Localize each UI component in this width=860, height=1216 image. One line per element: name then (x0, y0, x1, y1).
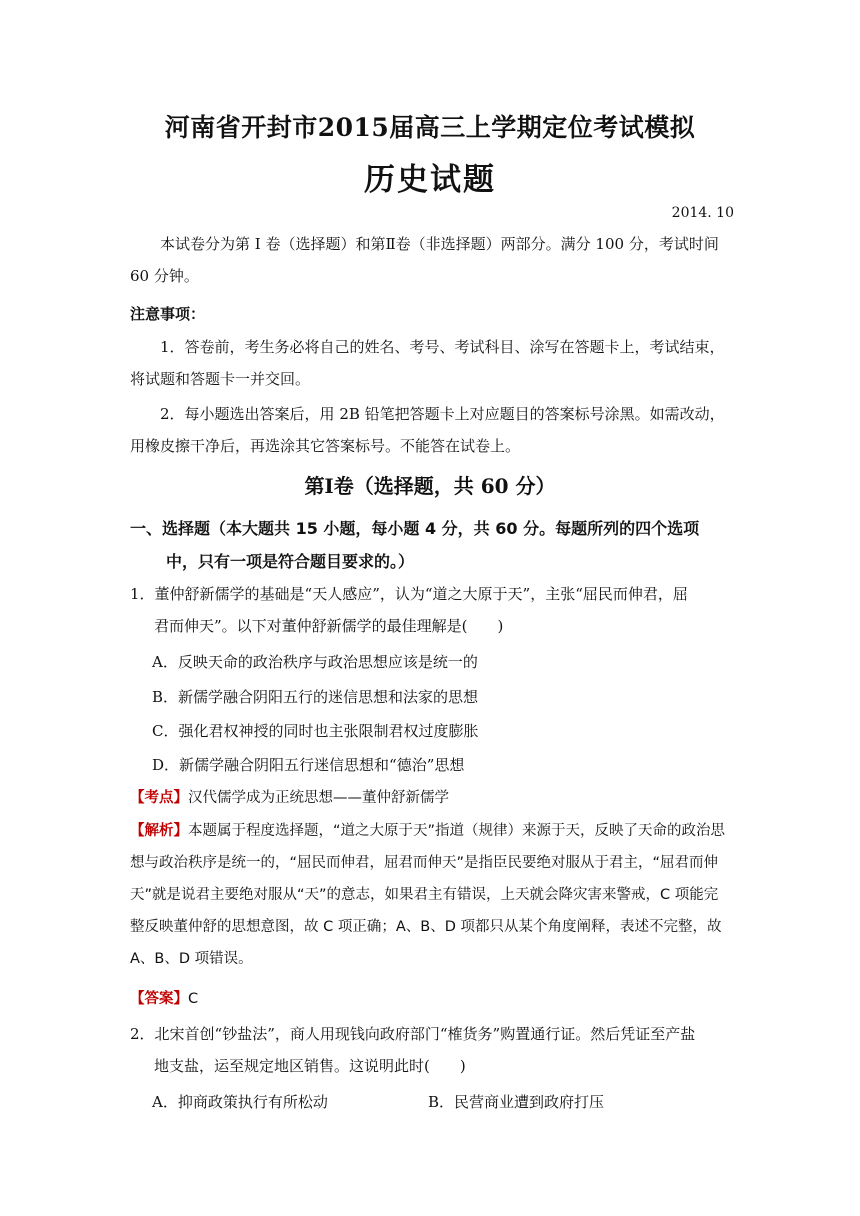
answer-text: C (188, 991, 199, 1007)
question-1-point (130, 782, 732, 814)
analysis-tag: 【解析】 (130, 823, 188, 839)
question-1-option-c: C．强化君权神授的同时也主张限制君权过度膨胀 (152, 722, 479, 740)
point-tag: 【考点】 (130, 790, 188, 806)
answer-tag: 【答案】 (130, 991, 188, 1007)
question-1-line-1: 1．董仲舒新儒学的基础是“天人感应”，认为“道之大原于天”，主张“屈民而伸君，屈 (130, 585, 688, 603)
intro-paragraph: 本试卷分为第 I 卷（选择题）和第Ⅱ卷（非选择题）两部分。满分 100 分，考试时间 60 分钟。 (130, 235, 719, 285)
part-instructions-line-1: 一、选择题（本大题共 15 小题，每小题 4 分，共 60 分。每题所列的四个选项 (130, 519, 700, 538)
point-text: 汉代儒学成为正统思想——董仲舒新儒学 (188, 790, 449, 806)
question-1-option-d: D．新儒学融合阴阳五行迷信思想和“德治”思想 (152, 756, 465, 774)
exam-subject-title: 历史试题 (364, 162, 496, 198)
question-1-line-2: 君而伸天”。以下对董仲舒新儒学的最佳理解是( ) (154, 617, 504, 635)
notice-item-1: 1．答卷前，考生务必将自己的姓名、考号、考试科目、涂写在答题卡上，考试结束，将试题和答题卡一并交回。 (130, 338, 725, 388)
notice-heading: 注意事项： (130, 305, 206, 323)
question-1-option-b: B．新儒学融合阴阳五行的迷信思想和法家的思想 (152, 688, 479, 706)
question-2-option-b: B．民营商业遭到政府打压 (428, 1093, 605, 1111)
notice-item-2: 2．每小题选出答案后，用 2B 铅笔把答题卡上对应题目的答案标号涂黑。如需改动，用橡皮擦干净后，再选涂其它答案标号。不能答在试卷上。 (130, 405, 725, 455)
question-2-option-a: A．抑商政策执行有所松动 (152, 1093, 328, 1111)
question-2-line-2: 地支盐，运至规定地区销售。这说明此时( ) (154, 1057, 466, 1075)
question-2 (130, 1018, 732, 1082)
exam-title: 河南省开封市2015届高三上学期定位考试模拟 (164, 113, 696, 142)
exam-date: 2014. 10 (671, 205, 734, 221)
question-1-analysis (130, 815, 732, 975)
section-title: 第Ⅰ卷（选择题，共 60 分） (304, 474, 556, 498)
analysis-text: 本题属于程度选择题，“道之大原于天”指道（规律）来源于天，反映了天命的政治思想与政治秩序是统一的，“屈民而伸君，屈君而伸天”是指臣民要绝对服从于君主，“屈君而伸天”就是说君主要绝对服从“天”的意志，如果君主有错误，上天就会降灾害来警戒，C 项能完整反映董仲舒的思想意图，故 C 项正确；A、B、D 项都只从某个角度阐释，表述不完整，故 A、B、D 项错误。 (130, 823, 726, 967)
question-2-line-1: 2．北宋首创“钞盐法”，商人用现钱向政府部门“榷货务”购置通行证。然后凭证至产盐 (130, 1025, 696, 1043)
part-instructions-line-2: 中，只有一项是符合题目要求的。） (166, 552, 415, 571)
question-1-option-a: A．反映天命的政治秩序与政治思想应该是统一的 (152, 653, 478, 671)
question-1-answer (130, 983, 732, 1015)
question-1 (130, 578, 732, 642)
part-instructions (130, 512, 732, 578)
